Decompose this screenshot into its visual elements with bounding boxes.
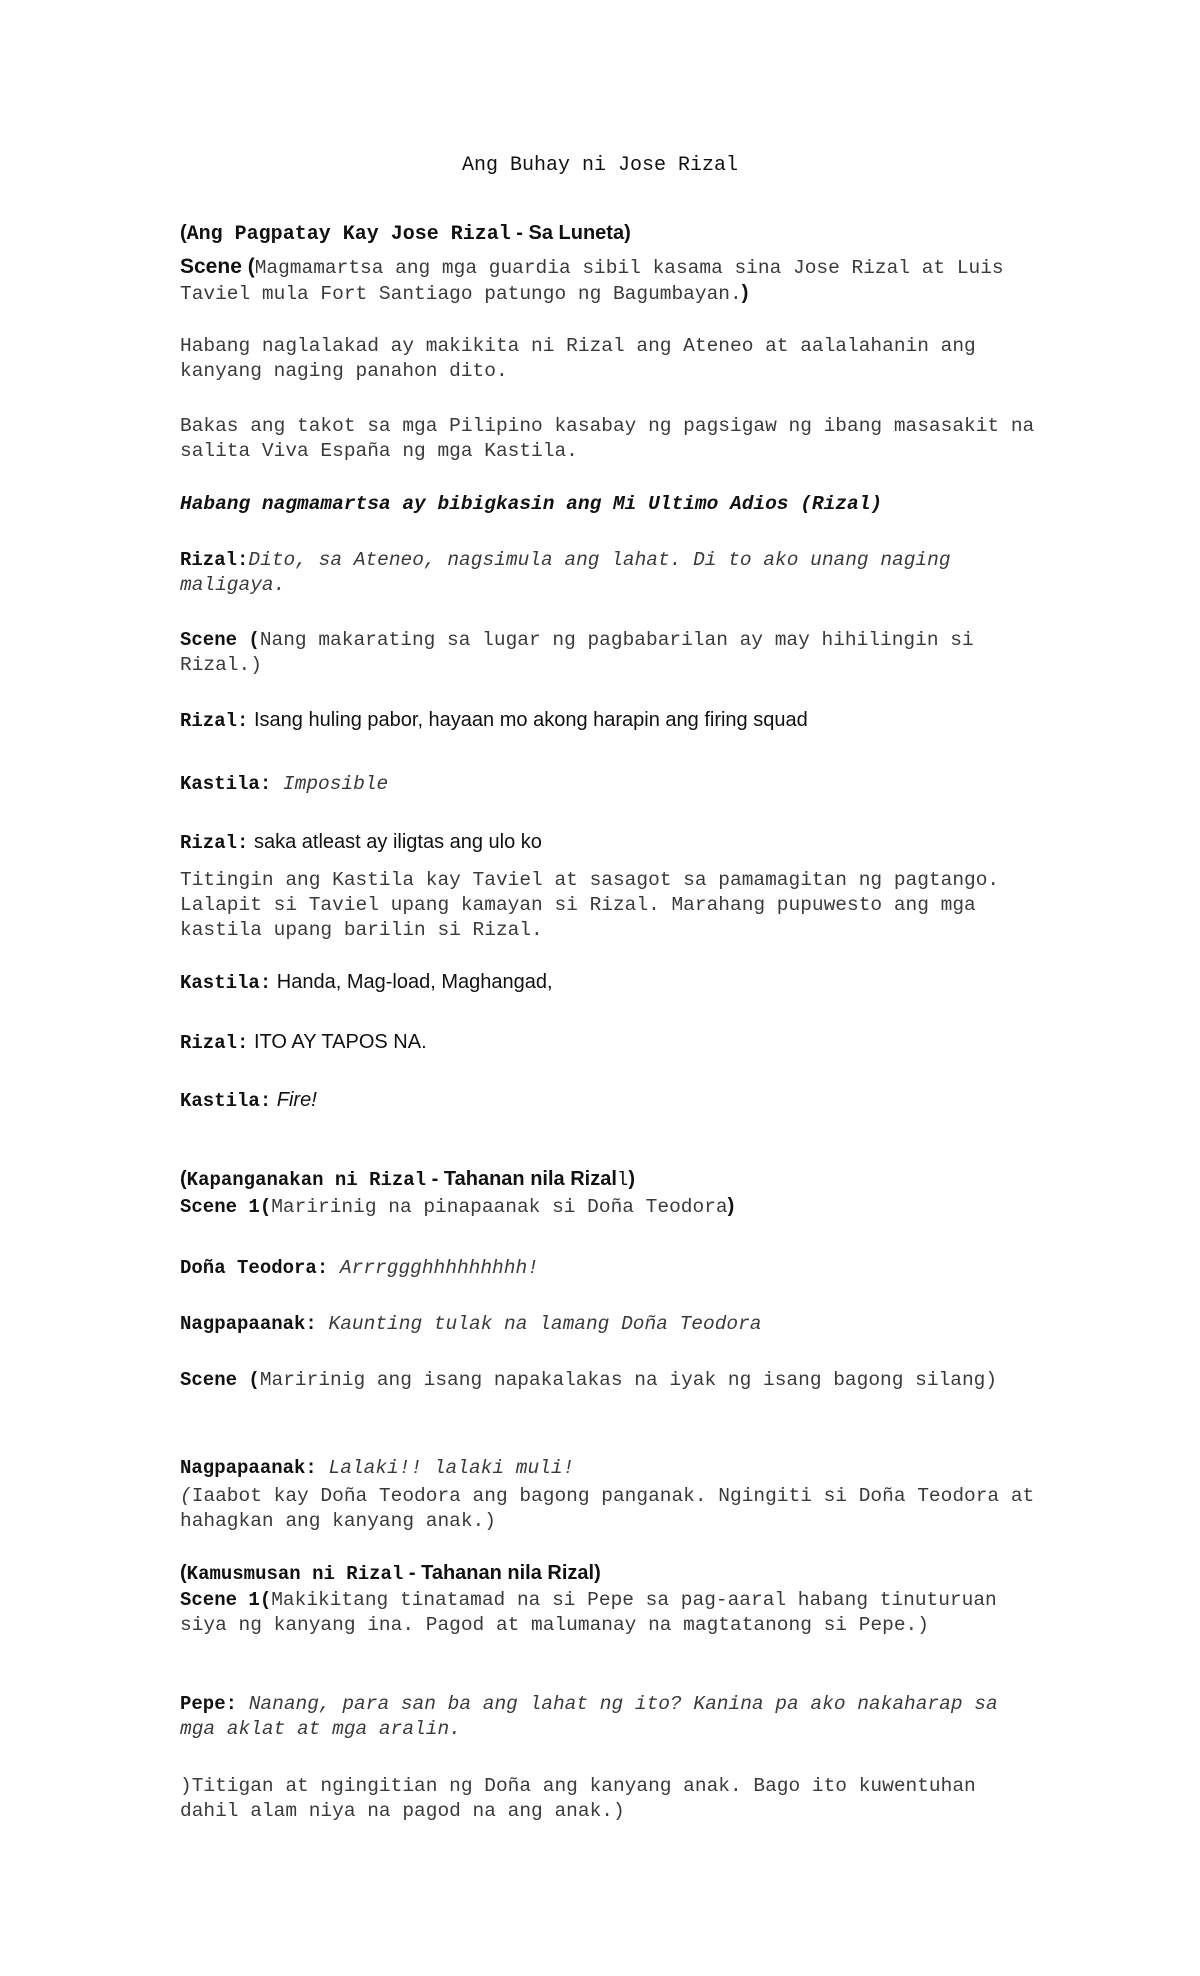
section-heading-pagpatay [180, 222, 1040, 246]
scene-direction [180, 1588, 1040, 1638]
heading-open-paren: ( [180, 1562, 187, 1584]
heading-main: Kamusmusan ni Rizal [186, 1563, 404, 1585]
heading-location: - Tahanan nila Rizal [426, 1168, 617, 1190]
scene-direction [180, 1194, 1040, 1220]
section-heading-kamusmusan [180, 1562, 1040, 1585]
dialogue-line [180, 708, 1040, 733]
document-title: Ang Buhay ni Jose Rizal [461, 154, 739, 177]
dialogue-line [180, 772, 1040, 797]
speaker-name: Nagpapaanak: [180, 1457, 317, 1479]
narration-paragraph [180, 1484, 1040, 1534]
speaker-name: Rizal: [180, 549, 249, 571]
dialogue-text: Arrrggghhhhhhhhh! [328, 1257, 539, 1279]
dialogue-text: ITO AY TAPOS NA. [248, 1031, 427, 1053]
scene-direction [180, 628, 1040, 678]
heading-main: Ang Pagpatay Kay Jose Rizal [186, 223, 511, 246]
dialogue-line [180, 1692, 1040, 1742]
section-heading-kapanganakan [180, 1168, 1040, 1191]
dialogue-text: Fire! [271, 1089, 317, 1111]
dialogue-line [180, 1456, 1040, 1481]
scene-direction [180, 254, 1040, 307]
dialogue-text: Handa, Mag-load, Maghangad, [271, 971, 553, 993]
scene-label: Scene 1( [180, 1589, 272, 1611]
scene-label: Scene 1( [180, 1196, 272, 1218]
narration-paragraph: )Titigan at ngingitian ng Doña ang kanyang anak. Bago ito kuwentuhan dahil alam niya na pagod na ang anak.) [180, 1775, 976, 1822]
stage-direction: Habang nagmamartsa ay bibigkasin ang Mi Ultimo Adios (Rizal) [180, 493, 883, 515]
dialogue-line [180, 548, 1040, 598]
speaker-name: Pepe: [180, 1693, 238, 1715]
dialogue-line [180, 970, 1040, 995]
scene-direction [180, 1368, 1040, 1393]
dialogue-text: Dito, sa Ateneo, nagsimula ang lahat. Di to ako unang naging maligaya. [180, 549, 951, 596]
dialogue-line [180, 1030, 1040, 1055]
scene-label: Scene ( [180, 629, 260, 651]
narration-open-paren: ( [180, 1485, 192, 1507]
dialogue-text: Imposible [271, 773, 389, 795]
scene-label: Scene ( [180, 1369, 260, 1391]
speaker-name: Nagpapaanak: [180, 1313, 317, 1335]
speaker-name: Doña Teodora: [180, 1257, 329, 1279]
scene-close: ) [727, 1195, 735, 1217]
dialogue-text: Kaunting tulak na lamang Doña Teodora [316, 1313, 762, 1335]
heading-open-paren: ( [180, 1168, 187, 1190]
scene-label: Scene ( [180, 255, 255, 278]
dialogue-text: Isang huling pabor, hayaan mo akong harapin ang firing squad [248, 709, 808, 731]
speaker-name: Rizal: [180, 832, 249, 854]
narration-paragraph: Habang naglalakad ay makikita ni Rizal ang Ateneo at aalalahanin ang kanyang naging panahon dito. [180, 335, 976, 382]
narration-paragraph: Titingin ang Kastila kay Taviel at sasagot sa pamamagitan ng pagtango. Lalapit si Taviel upang kamayan si Rizal. Marahang pupuwesto ang mga kastila upang barilin si Rizal. [180, 869, 1000, 941]
speaker-name: Kastila: [180, 972, 272, 994]
scene-text: Magmamartsa ang mga guardia sibil kasama sina Jose Rizal at Luis Taviel mula Fort Santiago patungo ng Bagumbayan. [180, 257, 1004, 305]
scene-text: Maririnig ang isang napakalakas na iyak ng isang bagong silang) [259, 1369, 998, 1391]
heading-location: - Sa Luneta) [510, 222, 631, 244]
heading-open-paren: ( [180, 222, 187, 244]
dialogue-line [180, 830, 1040, 855]
scene-close: ) [741, 282, 749, 304]
dialogue-line [180, 1312, 1040, 1337]
narration-text: Iaabot kay Doña Teodora ang bagong panganak. Ngingiti si Doña Teodora at hahagkan ang kanyang anak.) [180, 1485, 1035, 1532]
dialogue-line [180, 1256, 1040, 1281]
scene-text: Nang makarating sa lugar ng pagbabarilan ay may hihilingin si Rizal.) [180, 629, 974, 676]
speaker-name: Rizal: [180, 710, 249, 732]
dialogue-text: Nanang, para san ba ang lahat ng ito? Kanina pa ako nakaharap sa mga aklat at mga aralin. [180, 1693, 998, 1740]
narration-paragraph: Bakas ang takot sa mga Pilipino kasabay ng pagsigaw ng ibang masasakit na salita Viva España ng mga Kastila. [180, 415, 1035, 462]
heading-stray-char: l [616, 1169, 629, 1191]
heading-close-paren: ) [628, 1168, 635, 1190]
dialogue-line [180, 1088, 1040, 1113]
heading-main: Kapanganakan ni Rizal [186, 1169, 427, 1191]
speaker-name: Kastila: [180, 1090, 272, 1112]
dialogue-text: saka atleast ay iligtas ang ulo ko [248, 831, 542, 853]
speaker-name: Rizal: [180, 1032, 249, 1054]
heading-location: - Tahanan nila Rizal) [403, 1562, 601, 1584]
dialogue-text: Lalaki!! lalaki muli! [316, 1457, 575, 1479]
scene-text: Makikitang tinatamad na si Pepe sa pag-aaral habang tinuturuan siya ng kanyang ina. Pagod at malumanay na magtatanong si Pepe.) [180, 1589, 997, 1636]
speaker-name: Kastila: [180, 773, 272, 795]
scene-text: Maririnig na pinapaanak si Doña Teodora [271, 1196, 728, 1218]
